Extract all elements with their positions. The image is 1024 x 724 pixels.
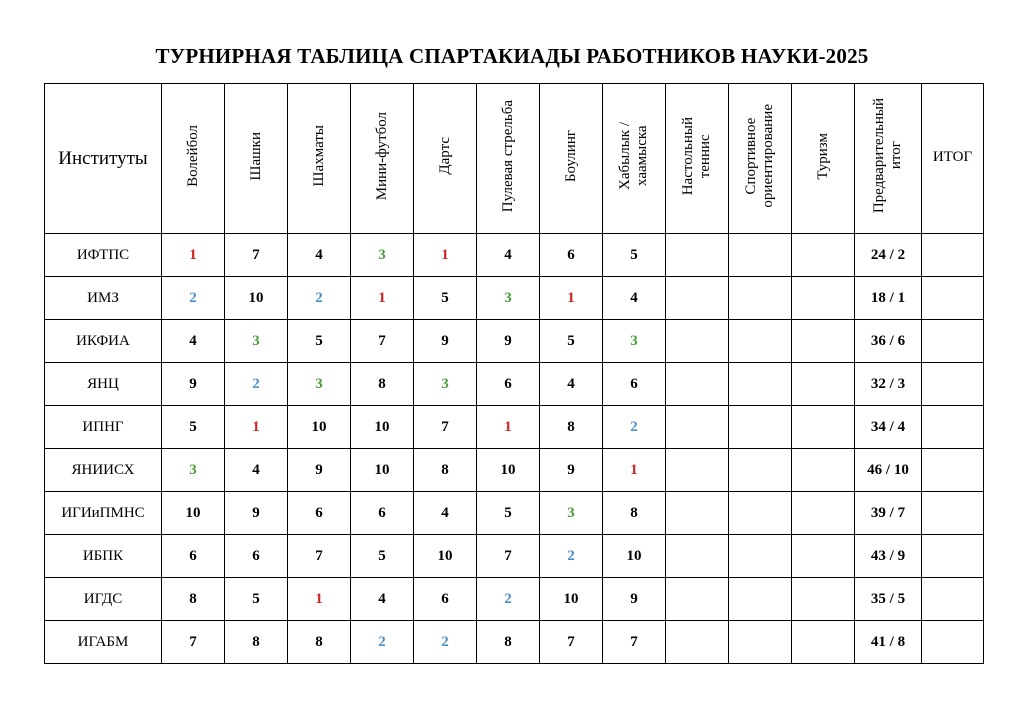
score-cell: 4 xyxy=(351,578,414,621)
score-cell: 8 xyxy=(225,621,288,664)
score-cell xyxy=(729,492,792,535)
institute-name: ИГАБМ xyxy=(45,621,162,664)
score-cell: 9 xyxy=(225,492,288,535)
header-sport-1-line: Шашки xyxy=(247,131,264,181)
score-cell: 1 xyxy=(225,406,288,449)
score-cell: 2 xyxy=(477,578,540,621)
institute-name: ИГДС xyxy=(45,578,162,621)
header-sport-10 xyxy=(792,84,855,234)
score-cell xyxy=(729,277,792,320)
score-cell xyxy=(792,234,855,277)
institute-name: ИМЗ xyxy=(45,277,162,320)
score-cell: 8 xyxy=(540,406,603,449)
header-sport-10-line: Туризм xyxy=(814,132,831,180)
score-cell: 5 xyxy=(162,406,225,449)
score-cell: 3 xyxy=(288,363,351,406)
score-cell: 10 xyxy=(414,535,477,578)
score-cell: 3 xyxy=(351,234,414,277)
header-sport-4 xyxy=(414,84,477,234)
header-sport-8-line: теннис xyxy=(697,134,713,178)
score-cell xyxy=(666,492,729,535)
score-cell: 2 xyxy=(603,406,666,449)
score-cell: 6 xyxy=(603,363,666,406)
score-cell: 6 xyxy=(225,535,288,578)
score-cell: 6 xyxy=(414,578,477,621)
score-cell xyxy=(729,320,792,363)
score-cell: 1 xyxy=(162,234,225,277)
header-institutes: Институты xyxy=(45,84,162,234)
score-cell: 5 xyxy=(225,578,288,621)
header-sport-6 xyxy=(540,84,603,234)
final-result xyxy=(922,535,984,578)
score-cell: 5 xyxy=(351,535,414,578)
institute-name: ИГИиПМНС xyxy=(45,492,162,535)
header-sport-2-line: Шахматы xyxy=(310,125,327,187)
score-cell: 5 xyxy=(603,234,666,277)
score-cell: 10 xyxy=(351,449,414,492)
score-cell: 8 xyxy=(351,363,414,406)
score-cell: 9 xyxy=(540,449,603,492)
header-sport-3-line: Мини-футбол xyxy=(373,111,390,201)
score-cell: 2 xyxy=(540,535,603,578)
score-cell xyxy=(729,234,792,277)
score-cell xyxy=(729,406,792,449)
score-cell xyxy=(792,363,855,406)
score-cell: 4 xyxy=(477,234,540,277)
final-result xyxy=(922,234,984,277)
final-result xyxy=(922,449,984,492)
score-cell: 5 xyxy=(540,320,603,363)
table-row xyxy=(45,406,984,449)
final-result xyxy=(922,406,984,449)
preliminary-total: 43 / 9 xyxy=(855,535,922,578)
score-cell xyxy=(792,406,855,449)
table-row xyxy=(45,578,984,621)
score-cell: 4 xyxy=(603,277,666,320)
score-cell: 8 xyxy=(603,492,666,535)
preliminary-total: 34 / 4 xyxy=(855,406,922,449)
score-cell: 8 xyxy=(414,449,477,492)
score-cell: 10 xyxy=(603,535,666,578)
score-cell: 9 xyxy=(162,363,225,406)
score-cell xyxy=(792,277,855,320)
score-cell xyxy=(792,578,855,621)
score-cell: 10 xyxy=(351,406,414,449)
score-cell: 1 xyxy=(477,406,540,449)
score-cell: 7 xyxy=(162,621,225,664)
header-preliminary xyxy=(855,84,922,234)
header-sport-8-line: Настольный xyxy=(680,116,696,196)
final-result xyxy=(922,277,984,320)
preliminary-total: 39 / 7 xyxy=(855,492,922,535)
header-sport-9 xyxy=(729,84,792,234)
score-cell xyxy=(666,277,729,320)
score-cell: 7 xyxy=(351,320,414,363)
score-cell: 10 xyxy=(225,277,288,320)
score-cell xyxy=(792,535,855,578)
score-cell: 3 xyxy=(414,363,477,406)
score-cell: 4 xyxy=(162,320,225,363)
score-cell: 10 xyxy=(162,492,225,535)
score-cell: 6 xyxy=(351,492,414,535)
score-cell xyxy=(792,621,855,664)
score-cell: 3 xyxy=(477,277,540,320)
score-cell xyxy=(729,621,792,664)
score-cell xyxy=(792,449,855,492)
score-cell: 1 xyxy=(414,234,477,277)
institute-name: ЯНИИСХ xyxy=(45,449,162,492)
final-result xyxy=(922,363,984,406)
score-cell: 4 xyxy=(540,363,603,406)
score-cell xyxy=(666,621,729,664)
score-cell: 4 xyxy=(414,492,477,535)
header-sport-0 xyxy=(162,84,225,234)
score-cell: 7 xyxy=(477,535,540,578)
table-row xyxy=(45,277,984,320)
score-cell: 1 xyxy=(540,277,603,320)
final-result xyxy=(922,492,984,535)
score-cell: 7 xyxy=(288,535,351,578)
header-sport-7-line: хаамыска xyxy=(634,125,650,187)
header-preliminary-line: итог xyxy=(888,141,904,171)
score-cell: 1 xyxy=(603,449,666,492)
table-row xyxy=(45,535,984,578)
preliminary-total: 41 / 8 xyxy=(855,621,922,664)
score-cell: 9 xyxy=(603,578,666,621)
final-result xyxy=(922,621,984,664)
institute-name: ИБПК xyxy=(45,535,162,578)
header-sport-1 xyxy=(225,84,288,234)
score-cell: 6 xyxy=(477,363,540,406)
score-cell: 2 xyxy=(162,277,225,320)
score-cell: 1 xyxy=(351,277,414,320)
score-cell: 5 xyxy=(477,492,540,535)
header-sport-9-line: ориентирование xyxy=(760,104,776,208)
table-row xyxy=(45,621,984,664)
score-cell: 8 xyxy=(477,621,540,664)
table-row xyxy=(45,320,984,363)
header-sport-2 xyxy=(288,84,351,234)
header-final: ИТОГ xyxy=(922,84,984,234)
preliminary-total: 35 / 5 xyxy=(855,578,922,621)
table-row xyxy=(45,363,984,406)
header-sport-0-line: Волейбол xyxy=(184,125,201,187)
score-cell: 6 xyxy=(540,234,603,277)
header-sport-3 xyxy=(351,84,414,234)
score-cell: 2 xyxy=(288,277,351,320)
header-sport-7 xyxy=(603,84,666,234)
score-cell: 3 xyxy=(225,320,288,363)
institute-name: ИКФИА xyxy=(45,320,162,363)
score-cell: 7 xyxy=(414,406,477,449)
score-cell: 6 xyxy=(288,492,351,535)
score-cell xyxy=(792,320,855,363)
header-sport-6-line: Боулинг xyxy=(562,129,579,183)
score-cell: 9 xyxy=(477,320,540,363)
header-sport-5 xyxy=(477,84,540,234)
table-row xyxy=(45,492,984,535)
header-sport-4-line: Дартс xyxy=(436,137,453,175)
score-cell: 6 xyxy=(162,535,225,578)
score-cell: 9 xyxy=(288,449,351,492)
score-cell xyxy=(729,449,792,492)
score-cell xyxy=(729,578,792,621)
score-cell: 2 xyxy=(351,621,414,664)
score-cell xyxy=(666,578,729,621)
score-cell xyxy=(666,320,729,363)
preliminary-total: 18 / 1 xyxy=(855,277,922,320)
score-cell: 4 xyxy=(288,234,351,277)
preliminary-total: 32 / 3 xyxy=(855,363,922,406)
score-cell xyxy=(666,449,729,492)
score-cell: 7 xyxy=(540,621,603,664)
score-cell: 5 xyxy=(288,320,351,363)
score-cell: 8 xyxy=(162,578,225,621)
header-sport-5-line: Пулевая стрельба xyxy=(499,99,516,213)
score-cell: 3 xyxy=(162,449,225,492)
preliminary-total: 36 / 6 xyxy=(855,320,922,363)
score-cell: 10 xyxy=(477,449,540,492)
score-cell xyxy=(666,234,729,277)
preliminary-total: 46 / 10 xyxy=(855,449,922,492)
score-cell: 9 xyxy=(414,320,477,363)
preliminary-total: 24 / 2 xyxy=(855,234,922,277)
final-result xyxy=(922,578,984,621)
institute-name: ИПНГ xyxy=(45,406,162,449)
header-sport-7-line: Хабылык / xyxy=(617,122,633,190)
score-cell: 10 xyxy=(288,406,351,449)
page-title: ТУРНИРНАЯ ТАБЛИЦА СПАРТАКИАДЫ РАБОТНИКОВ НАУКИ-2025 xyxy=(155,44,869,68)
table-row xyxy=(45,449,984,492)
score-cell: 10 xyxy=(540,578,603,621)
standings-table xyxy=(44,83,984,664)
score-cell xyxy=(666,363,729,406)
table-row xyxy=(45,234,984,277)
score-cell: 5 xyxy=(414,277,477,320)
score-cell: 7 xyxy=(225,234,288,277)
score-cell xyxy=(792,492,855,535)
institute-name: ИФТПС xyxy=(45,234,162,277)
score-cell: 3 xyxy=(603,320,666,363)
score-cell: 4 xyxy=(225,449,288,492)
header-sport-8 xyxy=(666,84,729,234)
score-cell: 1 xyxy=(288,578,351,621)
score-cell: 2 xyxy=(225,363,288,406)
score-cell: 3 xyxy=(540,492,603,535)
score-cell: 2 xyxy=(414,621,477,664)
score-cell xyxy=(666,535,729,578)
score-cell xyxy=(729,535,792,578)
score-cell: 8 xyxy=(288,621,351,664)
header-sport-9-line: Спортивное xyxy=(743,117,759,195)
score-cell xyxy=(729,363,792,406)
header-preliminary-line: Предварительный xyxy=(871,98,887,214)
score-cell: 7 xyxy=(603,621,666,664)
institute-name: ЯНЦ xyxy=(45,363,162,406)
final-result xyxy=(922,320,984,363)
score-cell xyxy=(666,406,729,449)
